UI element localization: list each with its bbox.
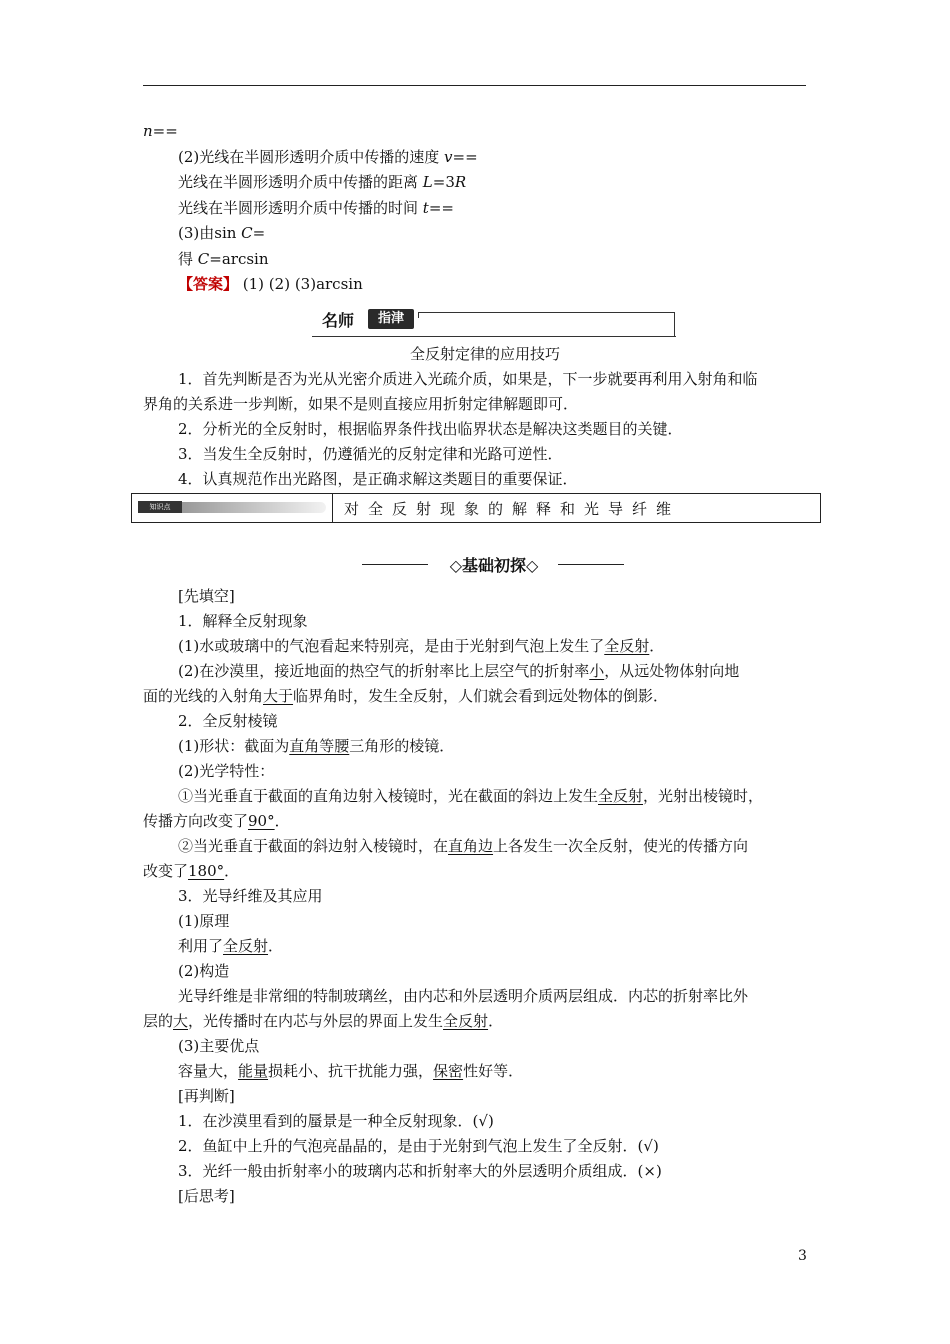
- solution-text: (2)光线在半圆形透明介质中传播的速度: [178, 148, 445, 166]
- text: (2)在沙漠里，接近地面的热空气的折射率比上层空气的折射率: [178, 662, 590, 680]
- knowledge-point-decoration: [182, 502, 326, 513]
- blank-answer: 全反射: [223, 937, 269, 955]
- eq-text: =arcsin: [209, 250, 269, 268]
- tip-frame: [418, 312, 674, 313]
- fill-s2a: [178, 736, 454, 756]
- answer-text: (1) (2) (3)arcsin: [238, 275, 363, 293]
- fill-s3c: (2)构造: [178, 962, 230, 980]
- tip-label: 名师: [322, 311, 355, 330]
- solution-line-6: [178, 249, 269, 269]
- think-header: [后思考]: [178, 1187, 235, 1205]
- text: 层的: [143, 1012, 174, 1030]
- text: ，从远处物体射向地: [604, 662, 740, 680]
- eq-text: =: [252, 224, 266, 242]
- blank-answer: 180°: [188, 862, 225, 880]
- text: 改变了: [143, 862, 189, 880]
- text: ，光射出棱镜时，: [643, 787, 764, 805]
- blank-answer: 能量: [238, 1062, 269, 1080]
- eq-text: ==: [452, 148, 478, 166]
- fill-s1a: [178, 636, 664, 656]
- solution-line-5: [178, 223, 265, 243]
- eq-text: ==: [428, 199, 454, 217]
- fill-s3: 3．光导纤维及其应用: [178, 887, 323, 905]
- var-R: R: [454, 173, 467, 191]
- text: 容量大，: [178, 1062, 239, 1080]
- fill-s2f: [143, 861, 239, 881]
- page-number: 3: [798, 1248, 807, 1264]
- tip-frame: [312, 336, 676, 337]
- solution-line-2: [178, 147, 478, 167]
- text: 临界角时，发生全反射，人们就会看到远处物体的倒影．: [293, 687, 669, 705]
- section-heading: [362, 553, 626, 575]
- answer-label: 【答案】: [178, 275, 239, 293]
- blank-answer: 全反射: [598, 787, 644, 805]
- eq-text: =3: [432, 173, 455, 191]
- tip-item-2: 2．分析光的全反射时，根据临界条件找出临界状态是解决这类题目的关键．: [178, 420, 683, 438]
- text: ．: [488, 1012, 504, 1030]
- judge-item-2: 2．鱼缸中上升的气泡亮晶晶的，是由于光射到气泡上发生了全反射．(√): [178, 1137, 659, 1155]
- fill-s2: 2．全反射棱镜: [178, 712, 278, 730]
- judge-item-3: 3．光纤一般由折射率小的玻璃内芯和折射率大的外层透明介质组成．(×): [178, 1162, 662, 1180]
- knowledge-point-badge-area: [132, 494, 333, 522]
- teacher-tip-header: [312, 308, 676, 338]
- fill-s2d: [143, 811, 290, 831]
- fill-header: [先填空]: [178, 587, 235, 605]
- tip-frame: [674, 312, 675, 336]
- text: (1)水或玻璃中的气泡看起来特别亮，是由于光射到气泡上发生了: [178, 637, 605, 655]
- fill-s1: 1．解释全反射现象: [178, 612, 308, 630]
- knowledge-point-bar: [131, 493, 821, 523]
- fill-s2b: (2)光学特性：: [178, 762, 275, 780]
- judge-item-1: 1．在沙漠里看到的蜃景是一种全反射现象．(√): [178, 1112, 494, 1130]
- blank-answer: 大: [173, 1012, 189, 1030]
- text: ．: [274, 812, 290, 830]
- text: ．: [224, 862, 240, 880]
- fill-s3a: (1)原理: [178, 912, 230, 930]
- judge-header: [再判断]: [178, 1087, 235, 1105]
- text: ．: [268, 937, 284, 955]
- solution-line-4: [178, 198, 454, 218]
- solution-line-1: [143, 121, 178, 141]
- tip-item-1-cont: 界角的关系进一步判断，如果不是则直接应用折射定律解题即可．: [143, 395, 579, 413]
- blank-answer: 直角边: [448, 837, 494, 855]
- var-C: C: [241, 224, 253, 242]
- solution-text: 光线在半圆形透明介质中传播的时间: [178, 199, 423, 217]
- solution-line-3: [178, 172, 466, 192]
- heading-rule-right: [558, 564, 624, 565]
- text: 面的光线的入射角: [143, 687, 264, 705]
- fill-s3e: [143, 1011, 503, 1031]
- knowledge-point-badge: 知识点: [138, 501, 182, 513]
- var-C: C: [197, 250, 210, 268]
- blank-answer: 90°: [248, 812, 275, 830]
- text: ①当光垂直于截面的直角边射入棱镜时，光在截面的斜边上发生: [178, 787, 599, 805]
- knowledge-point-title: 对全反射现象的解释和光导纤维: [344, 500, 681, 518]
- heading-rule-left: [362, 564, 428, 565]
- tip-title: 全反射定律的应用技巧: [410, 345, 561, 363]
- tip-item-3: 3．当发生全反射时，仍遵循光的反射定律和光路可逆性．: [178, 445, 563, 463]
- fill-s3f: (3)主要优点: [178, 1037, 260, 1055]
- blank-answer: 保密: [433, 1062, 464, 1080]
- fill-s1b: [178, 661, 739, 681]
- fill-s1c: [143, 686, 668, 706]
- blank-answer: 大于: [263, 687, 294, 705]
- eq-text: ==: [152, 122, 178, 140]
- var-n: n: [143, 122, 153, 140]
- blank-answer: 全反射: [443, 1012, 489, 1030]
- text: 性好等．: [463, 1062, 524, 1080]
- var-L: L: [422, 173, 433, 191]
- fill-s3g: [178, 1061, 523, 1081]
- fill-s3b: [178, 936, 283, 956]
- solution-text: (3)由sin: [178, 224, 242, 242]
- text: 上各发生一次全反射，使光的传播方向: [493, 837, 749, 855]
- blank-answer: 全反射: [604, 637, 650, 655]
- fill-s3d: 光导纤维是非常细的特制玻璃丝，由内芯和外层透明介质两层组成．内芯的折射率比外: [178, 987, 749, 1005]
- var-t: t: [422, 199, 429, 217]
- text: 损耗小、抗干扰能力强，: [268, 1062, 434, 1080]
- blank-answer: 直角等腰: [289, 737, 350, 755]
- tip-badge: 指津: [368, 309, 414, 329]
- text: 利用了: [178, 937, 224, 955]
- text: (1)形状：截面为: [178, 737, 290, 755]
- text: ②当光垂直于截面的斜边射入棱镜时，在: [178, 837, 449, 855]
- section-title: ◇基础初探◇: [449, 556, 539, 575]
- header-rule: [143, 85, 806, 86]
- text: ．: [649, 637, 665, 655]
- fill-s2c: [178, 786, 763, 806]
- answer-line: [178, 274, 363, 294]
- fill-s2e: [178, 836, 748, 856]
- solution-text: 光线在半圆形透明介质中传播的距离: [178, 173, 423, 191]
- solution-text: 得: [178, 250, 198, 268]
- var-v: v: [444, 148, 453, 166]
- text: 传播方向改变了: [143, 812, 249, 830]
- text: 三角形的棱镜．: [349, 737, 455, 755]
- blank-answer: 小: [589, 662, 605, 680]
- tip-item-4: 4．认真规范作出光路图，是正确求解这类题目的重要保证．: [178, 470, 578, 488]
- text: ，光传播时在内芯与外层的界面上发生: [188, 1012, 444, 1030]
- tip-item-1: 1．首先判断是否为光从光密介质进入光疏介质，如果是，下一步就要再利用入射角和临: [178, 370, 758, 388]
